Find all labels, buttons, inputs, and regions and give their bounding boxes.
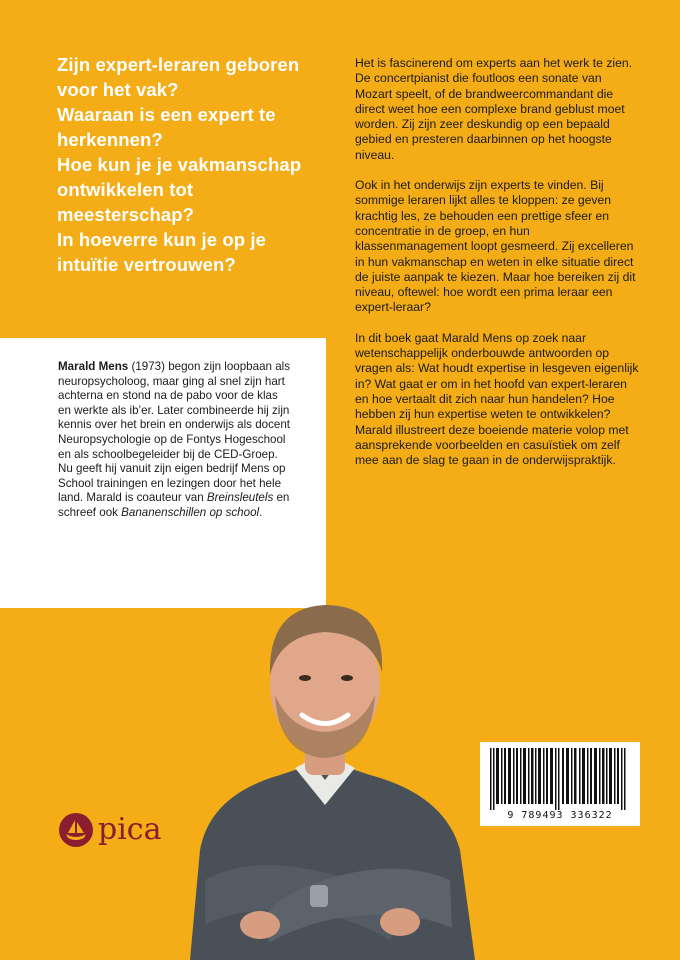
author-name: Marald Mens [58, 360, 129, 373]
isbn-number: 9 789493 336322 [507, 810, 613, 821]
blurb-paragraph-3: In dit boek gaat Marald Mens op zoek naar wetenschappelijk onderbouwde antwoorden op vragen als: Wat houdt expertise in lesgeven eigenlijk in? Wat gaat er om in het hoofd van expert-leraren en hoe vertaalt dit zich naar hun handelen? Hoe hebben zij hun expertise weten te ontwikkelen? Marald illustreert deze boeiende materie volop met aansprekende voorbeelden en casuïstiek om zelf mee aan de slag te gaan in de onderwijspraktijk. [355, 330, 639, 468]
question-4: In hoeverre kun je op je intuïtie vertrouwen? [57, 229, 267, 275]
publisher-logo [58, 812, 162, 848]
author-photo [160, 580, 490, 960]
publisher-name: pica [98, 812, 162, 847]
pica-ship-icon [58, 812, 94, 848]
question-2: Waaraan is een expert te herkennen? [57, 104, 276, 150]
cover-questions [57, 52, 327, 277]
author-bio: Marald Mens (1973) begon zijn loopbaan als neuropsycholoog, maar ging al snel zijn hart achterna en stond na de pabo voor de klas en werkte als ib’er. Later combineerde hij zijn kennis over het brein en onderwijs als docent Neuropsychologie op de Fontys Hogeschool en als schoolbegeleider bij de CED-Groep. Nu geeft hij vanuit zijn eigen bedrijf Mens op School trainingen en lezingen door het hele land. Marald is coauteur van Breinsleutels en schreef ook Bananenschillen op school. [58, 360, 291, 519]
barcode [480, 742, 640, 826]
question-1: Zijn expert-leraren geboren voor het vak? [57, 54, 300, 100]
question-3: Hoe kun je je vakmanschap ontwikkelen tot meesterschap? [57, 154, 302, 225]
barcode-bars [486, 748, 634, 810]
book-title-2: Bananenschillen op school [121, 505, 260, 519]
book-title-1: Breinsleutels [206, 491, 274, 505]
blurb-paragraph-2: Ook in het onderwijs zijn experts te vinden. Bij sommige leraren lijkt alles te kloppen: ze geven krachtig les, ze behouden een prettige sfeer en concentratie in de groep, en hun klassenmanagement loopt gesmeerd. Zij excelleren in hun vakmanschap en weten in elke situatie direct de juiste aanpak te kiezen. Maar hoe bereiken zij dit niveau, oftewel: hoe wordt een prima leraar een expert-leraar? [355, 178, 636, 315]
blurb [355, 56, 640, 483]
blurb-paragraph-1: Het is fascinerend om experts aan het werk te zien. De concertpianist die foutloos een sonate van Mozart speelt, of de brandweercommandant die direct weet hoe een complexe brand geblust moet worden. Zij zijn zeer deskundig op een bepaald gebied en presteren daarbinnen op het hoogste niveau. [355, 56, 633, 162]
